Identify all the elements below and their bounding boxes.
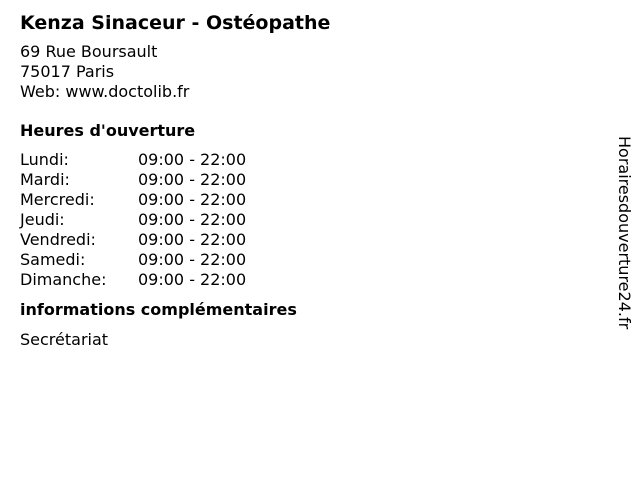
day-label: Mardi: <box>20 170 70 189</box>
address-street: 69 Rue Boursault <box>20 42 158 61</box>
address-city: 75017 Paris <box>20 62 115 81</box>
time-range: 09:00 - 22:00 <box>138 170 247 189</box>
time-range: 09:00 - 22:00 <box>138 250 247 269</box>
time-range: 09:00 - 22:00 <box>138 150 247 169</box>
business-website[interactable]: Web: www.doctolib.fr <box>20 82 190 101</box>
opening-hours-heading: Heures d'ouverture <box>20 121 196 140</box>
day-label: Jeudi: <box>20 210 65 229</box>
opening-hours-table <box>20 150 600 290</box>
time-range: 09:00 - 22:00 <box>138 270 247 289</box>
day-label: Mercredi: <box>20 190 95 209</box>
business-card <box>20 10 600 350</box>
hours-row-dimanche <box>20 270 600 290</box>
day-label: Samedi: <box>20 250 86 269</box>
hours-row-samedi <box>20 250 600 270</box>
time-range: 09:00 - 22:00 <box>138 210 247 229</box>
day-label: Vendredi: <box>20 230 96 249</box>
hours-row-mardi <box>20 170 600 190</box>
day-label: Dimanche: <box>20 270 107 289</box>
hours-row-lundi <box>20 150 600 170</box>
hours-row-mercredi <box>20 190 600 210</box>
time-range: 09:00 - 22:00 <box>138 230 247 249</box>
hours-row-jeudi <box>20 210 600 230</box>
additional-info-text: Secrétariat <box>20 330 109 349</box>
hours-row-vendredi <box>20 230 600 250</box>
business-name: Kenza Sinaceur - Ostéopathe <box>20 12 331 34</box>
additional-info-heading: informations complémentaires <box>20 300 297 319</box>
time-range: 09:00 - 22:00 <box>138 190 247 209</box>
business-address <box>20 42 600 102</box>
day-label: Lundi: <box>20 150 69 169</box>
site-watermark: Horairesdouverture24.fr <box>615 136 634 330</box>
